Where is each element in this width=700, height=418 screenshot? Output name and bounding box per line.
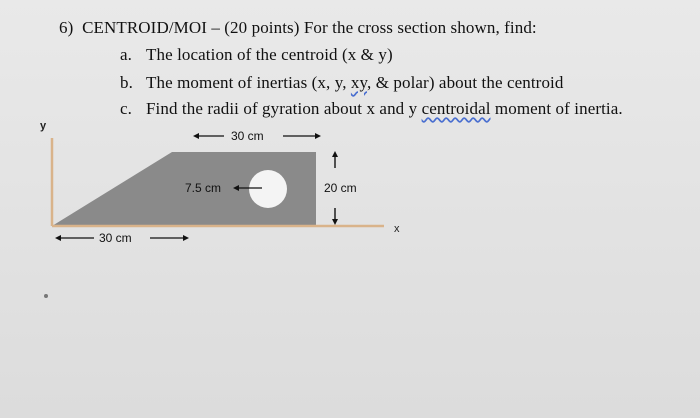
item-letter: c. (120, 99, 132, 118)
item-text: The location of the centroid (x & y) (146, 45, 393, 64)
question-number: 6) (59, 18, 74, 37)
question-heading-text: CENTROID/MOI – (20 points) For the cross section shown, find: (82, 18, 537, 37)
arrowhead (315, 133, 321, 139)
spellcheck-word-xy: xy (350, 73, 368, 92)
item-text-after: , & polar) about the centroid (367, 73, 564, 92)
y-axis-label: y (40, 120, 47, 132)
item-letter: a. (120, 45, 132, 64)
spellcheck-word-centroidal: centroidal (421, 99, 491, 118)
arrowhead (183, 235, 189, 241)
height-dimension-label: 20 cm (324, 181, 357, 195)
hole-dimension-label: 7.5 cm (185, 181, 222, 195)
x-axis-label: x (394, 223, 400, 235)
circular-hole (249, 170, 287, 208)
item-text-before: Find the radii of gyration about x and y (146, 99, 422, 118)
item-letter: b. (120, 73, 133, 92)
arrowhead (55, 235, 61, 241)
item-text-before: The moment of inertias (x, y, (146, 73, 351, 92)
item-text-after: moment of inertia. (490, 99, 623, 118)
bottom-dimension-label: 30 cm (99, 231, 132, 245)
arrowhead (332, 151, 338, 157)
top-dimension-label: 30 cm (231, 129, 264, 143)
arrowhead (193, 133, 199, 139)
arrowhead (332, 219, 338, 225)
stray-mark (44, 294, 48, 298)
